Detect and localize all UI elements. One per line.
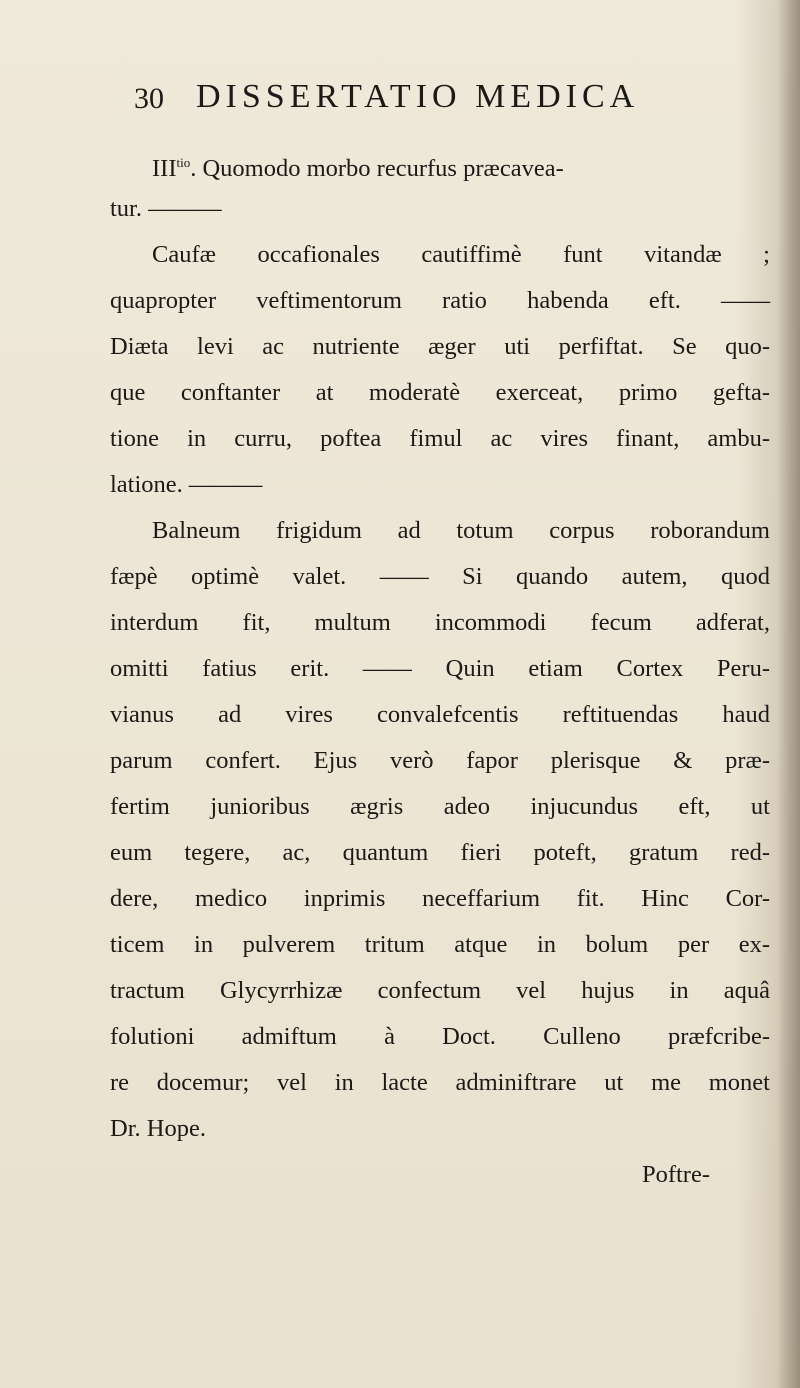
text-line: latione. ——— [110,471,263,498]
text-line: eum tegere, ac, quantum fieri poteft, gratum red- [110,839,770,866]
body-text [110,140,770,1198]
text-line: quapropter veftimentorum ratio habenda eft. —— [110,287,770,314]
text-line: re docemur; vel in lacte adminiftrare ut me monet [110,1069,770,1096]
text-line: folutioni admiftum à Doct. Culleno præfcribe- [110,1023,770,1050]
text-line: vianus ad vires convalefcentis reftituendas haud [110,701,770,728]
text-line: ticem in pulverem tritum atque in bolum per ex- [110,931,770,958]
text-line: Caufæ occafionales cautiffimè funt vitandæ ; [152,241,770,268]
page-gutter-shadow [778,0,800,1388]
catchword: Poftre- [641,1161,710,1188]
text-line: parum confert. Ejus verò fapor plerisque & præ- [110,747,770,774]
text-line: tractum Glycyrrhizæ confectum vel hujus in aquâ [110,977,770,1004]
text-line: tione in curru, poftea fimul ac vires finant, ambu- [110,425,770,452]
text-line: tur. ——— [110,195,222,222]
text-line: dere, medico inprimis neceffarium fit. Hinc Cor- [110,885,770,912]
text-line: Dr. Hope. [110,1115,206,1142]
text-line: que conftanter at moderatè exerceat, primo gefta- [110,379,770,406]
page-number: 30 [134,82,164,115]
text-line: Diæta levi ac nutriente æger uti perfiftat. Se quo- [110,333,770,360]
text-line: omitti fatius erit. —— Quin etiam Cortex Peru- [110,655,770,682]
text-line: Balneum frigidum ad totum corpus roborandum [152,517,770,544]
text-line: interdum fit, multum incommodi fecum adferat, [110,609,770,636]
text-line: fertim junioribus ægris adeo injucundus eft, ut [110,793,770,820]
text-line: fæpè optimè valet. —— Si quando autem, quod [110,563,770,590]
text-line [110,140,770,186]
running-head-title: DISSERTATIO MEDICA [196,78,640,115]
running-head [134,78,734,122]
line-1-text: $III^{tio}$. Quomodo morbo recurfus præcavea- [152,155,564,183]
